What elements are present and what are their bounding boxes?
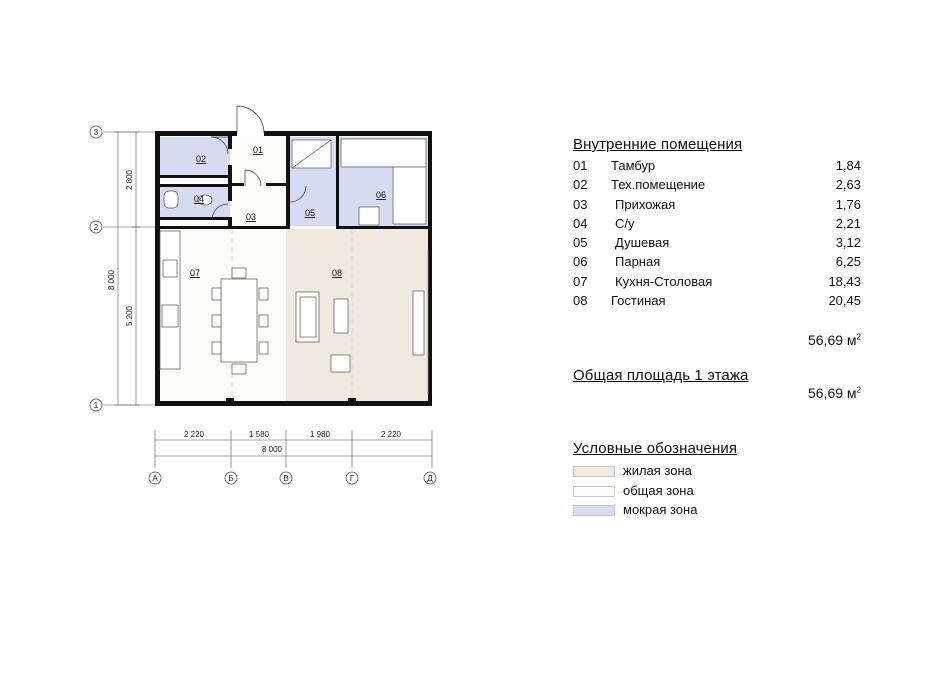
room-name: Душевая bbox=[615, 235, 670, 251]
room-label-07: 07 bbox=[189, 268, 201, 278]
sauna-bench-side bbox=[393, 167, 426, 224]
dim-bottom-1: 2 220 bbox=[183, 430, 205, 439]
axis-col-b: Б bbox=[228, 474, 234, 483]
room-row-06 bbox=[573, 252, 873, 271]
room-label-05: 05 bbox=[304, 208, 316, 218]
room-num: 03 bbox=[573, 196, 588, 212]
room-label-04: 04 bbox=[193, 194, 205, 204]
rooms-list bbox=[573, 156, 873, 348]
axis-col-v: В bbox=[283, 474, 289, 483]
room-row-08 bbox=[573, 291, 873, 310]
rooms-heading: Внутренние помещения bbox=[573, 136, 743, 153]
axis-col-a: А bbox=[152, 474, 158, 483]
tv-unit bbox=[413, 291, 424, 355]
legend-label: мокрая зона bbox=[623, 502, 698, 517]
room-area: 2,63 bbox=[835, 177, 861, 193]
room-num: 07 bbox=[573, 273, 588, 289]
axis-col-g: Г bbox=[349, 474, 355, 483]
room-label-06: 06 bbox=[375, 190, 387, 200]
room-name: Гостиная bbox=[611, 293, 666, 309]
armchair bbox=[331, 355, 350, 372]
room-area: 2,21 bbox=[835, 215, 861, 231]
dim-left-bottom: 5 200 bbox=[125, 305, 134, 327]
room-name: С/у bbox=[615, 215, 635, 231]
axis-col-d: Д bbox=[427, 474, 433, 483]
legend-label: общая зона bbox=[623, 482, 694, 498]
dim-left-total: 8 000 bbox=[107, 269, 116, 291]
room-row-03 bbox=[573, 195, 873, 214]
sauna-bench-top bbox=[341, 139, 426, 167]
legend-swatch-living bbox=[573, 466, 615, 477]
room-area: 18,43 bbox=[828, 273, 861, 289]
floor-plan bbox=[0, 0, 560, 500]
axis-row-markers bbox=[90, 126, 102, 411]
dim-bottom-2: 1 580 bbox=[248, 430, 270, 439]
legend-swatch-common bbox=[573, 486, 615, 497]
axis-col-markers bbox=[149, 472, 436, 484]
room-name: Кухня-Столовая bbox=[615, 273, 713, 289]
axis-row-2: 2 bbox=[93, 223, 99, 232]
room-num: 08 bbox=[573, 293, 588, 309]
total-area-number: 56,69 м bbox=[807, 385, 857, 401]
legend-item-living bbox=[573, 461, 873, 481]
room-num: 06 bbox=[573, 254, 588, 270]
room-area: 6,25 bbox=[835, 254, 861, 270]
room-row-05 bbox=[573, 233, 873, 252]
rooms-total-unit: 2 bbox=[856, 332, 861, 342]
dim-bottom-3: 1 980 bbox=[309, 430, 331, 439]
legend-item-common bbox=[573, 481, 873, 501]
zone-common-03 bbox=[232, 186, 286, 229]
room-num: 05 bbox=[573, 235, 588, 251]
dim-bottom-total: 8 000 bbox=[261, 445, 283, 454]
dim-bottom-4: 2 220 bbox=[380, 430, 402, 439]
rooms-total bbox=[808, 332, 861, 348]
legend-section bbox=[573, 440, 873, 520]
coffee-table bbox=[334, 299, 348, 333]
room-row-07 bbox=[573, 272, 873, 291]
room-row-02 bbox=[573, 175, 873, 194]
total-area-heading: Общая площадь 1 этажа bbox=[573, 367, 749, 384]
legend-label: жилая зона bbox=[623, 463, 692, 478]
room-area: 3,12 bbox=[835, 235, 861, 251]
room-row-01 bbox=[573, 156, 873, 175]
room-label-01: 01 bbox=[252, 145, 264, 155]
axis-row-1: 1 bbox=[93, 401, 99, 410]
room-area: 1,76 bbox=[835, 196, 861, 212]
room-label-03: 03 bbox=[245, 212, 257, 222]
room-name: Парная bbox=[615, 254, 661, 270]
dining-table bbox=[221, 279, 257, 362]
dim-left-top: 2 800 bbox=[125, 169, 134, 191]
room-name: Тамбур bbox=[611, 158, 656, 173]
axis-row-3: 3 bbox=[93, 128, 99, 137]
room-area: 1,84 bbox=[835, 158, 861, 173]
legend-swatch-wet bbox=[573, 505, 615, 516]
rooms-total-value: 56,69 м bbox=[807, 332, 857, 348]
sauna-stove bbox=[359, 207, 379, 225]
room-name: Тех.помещение bbox=[611, 177, 706, 193]
room-label-02: 02 bbox=[195, 154, 207, 164]
room-row-04 bbox=[573, 214, 873, 233]
room-label-08: 08 bbox=[331, 268, 343, 278]
room-area: 20,45 bbox=[828, 293, 861, 309]
legend-heading: Условные обозначения bbox=[573, 440, 738, 457]
kitchen-counter bbox=[160, 231, 180, 369]
total-area-unit: 2 bbox=[856, 385, 861, 395]
room-num: 02 bbox=[573, 177, 588, 193]
room-num: 04 bbox=[573, 215, 588, 231]
room-num: 01 bbox=[573, 158, 588, 173]
legend-item-wet bbox=[573, 500, 873, 520]
hob bbox=[163, 260, 177, 277]
rooms-heading-wrap bbox=[573, 136, 873, 153]
total-area-value bbox=[808, 385, 861, 401]
kitchen-sink bbox=[162, 305, 178, 327]
total-area-section bbox=[573, 367, 873, 401]
toilet bbox=[164, 191, 178, 208]
room-name: Прихожая bbox=[615, 196, 676, 212]
